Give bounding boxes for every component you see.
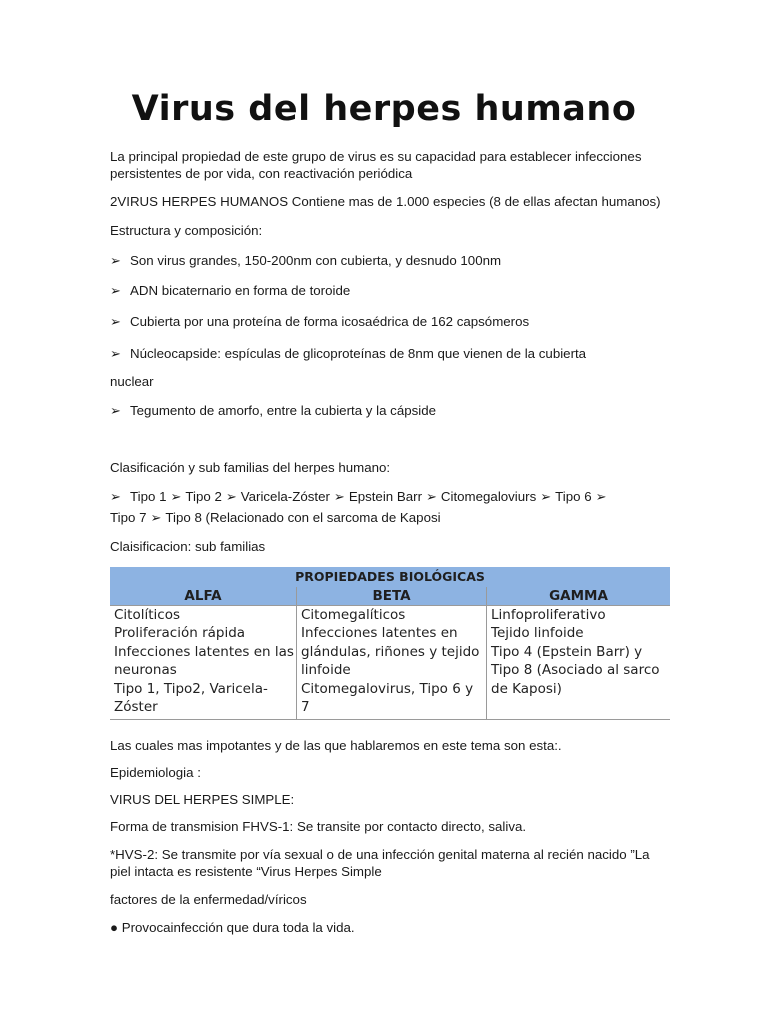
structure-item: ➢ Son virus grandes, 150-200nm con cubierta, y desnudo 100nm — [110, 253, 502, 269]
arrow-bullet-icon: ➢ — [110, 254, 121, 269]
table-divider — [110, 605, 670, 606]
arrow-bullet-icon: ➢ — [225, 490, 237, 505]
arrow-bullet-icon: ➢ — [540, 490, 552, 505]
classification-types-line-2: Tipo 7 ➢ Tipo 8 (Relacionado con el sarcoma de Kaposi — [110, 510, 441, 526]
table-header-alfa: ALFA — [110, 587, 296, 605]
structure-item: ➢ Tegumento de amorfo, entre la cubierta y la cápside — [110, 403, 437, 419]
table-cell-beta: Citomegalíticos Infecciones latentes en glándulas, riñones y tejido linfoide Citomegalovirus, Tipo 6 y 7 — [301, 607, 480, 716]
table-header-gamma: GAMMA — [487, 587, 670, 605]
table-divider — [296, 587, 297, 719]
structure-item-continuation: nuclear — [110, 374, 154, 389]
arrow-bullet-icon: ➢ — [333, 490, 345, 505]
structure-item: ➢ ADN bicaternario en forma de toroide — [110, 283, 351, 299]
arrow-bullet-icon: ➢ — [595, 490, 607, 505]
transmission-hsv2: *HVS-2: Se transmite por vía sexual o de una infección genital materna al recién nacido ”La piel intacta es resistente “Virus Herpes Simple — [110, 847, 650, 879]
arrow-bullet-icon: ➢ — [110, 315, 121, 330]
hsv-heading: VIRUS DEL HERPES SIMPLE: — [110, 792, 295, 807]
important-line: Las cuales mas impotantes y de las que hablaremos en este tema son esta:. — [110, 738, 562, 753]
classification-heading: Clasificación y sub familias del herpes humano: — [110, 460, 391, 475]
arrow-bullet-icon: ➢ — [170, 490, 182, 505]
subfamilies-heading: Claisificacion: sub familias — [110, 539, 266, 554]
page-title: Virus del herpes humano — [131, 89, 637, 129]
structure-heading: Estructura y composición: — [110, 223, 263, 238]
species-line: 2VIRUS HERPES HUMANOS Contiene mas de 1.000 especies (8 de ellas afectan humanos) — [110, 194, 661, 209]
classification-types-line-1: ➢ Tipo 1 ➢ Tipo 2 ➢ Varicela-Zóster ➢ Epstein Barr ➢ Citomegaloviurs ➢ Tipo 6 ➢ — [110, 489, 607, 505]
arrow-bullet-icon: ➢ — [426, 490, 437, 505]
factor-bullet: ● Provocainfección que dura toda la vida. — [110, 920, 355, 935]
table-header-beta: BETA — [297, 587, 486, 605]
structure-item: ➢ Núcleocapside: espículas de glicoproteínas de 8nm que vienen de la cubierta — [110, 346, 587, 362]
intro-paragraph: La principal propiedad de este grupo de virus es su capacidad para establecer infecciones persistentes de por vida, con reactivación periódica — [110, 149, 642, 181]
table-divider — [486, 587, 487, 719]
arrow-bullet-icon: ➢ — [110, 490, 121, 505]
factors-heading: factores de la enfermedad/víricos — [110, 892, 307, 907]
arrow-bullet-icon: ➢ — [110, 347, 121, 362]
arrow-bullet-icon: ➢ — [150, 511, 162, 526]
table-divider — [110, 719, 670, 720]
table-cell-gamma: Linfoproliferativo Tejido linfoide Tipo 4 (Epstein Barr) y Tipo 8 (Asociado al sarco de Kaposi) — [491, 607, 660, 697]
transmission-hsv1: Forma de transmision FHVS-1: Se transite por contacto directo, saliva. — [110, 819, 527, 834]
table-cell-alfa: Citolíticos Proliferación rápida Infecciones latentes en las neuronas Tipo 1, Tipo2, Varicela- Zóster — [114, 607, 294, 716]
arrow-bullet-icon: ➢ — [110, 284, 121, 299]
table-title: PROPIEDADES BIOLÓGICAS — [110, 567, 670, 587]
structure-item: ➢ Cubierta por una proteína de forma icosaédrica de 162 capsómeros — [110, 314, 530, 330]
epidemiology-heading: Epidemiologia : — [110, 765, 201, 780]
arrow-bullet-icon: ➢ — [110, 404, 121, 419]
